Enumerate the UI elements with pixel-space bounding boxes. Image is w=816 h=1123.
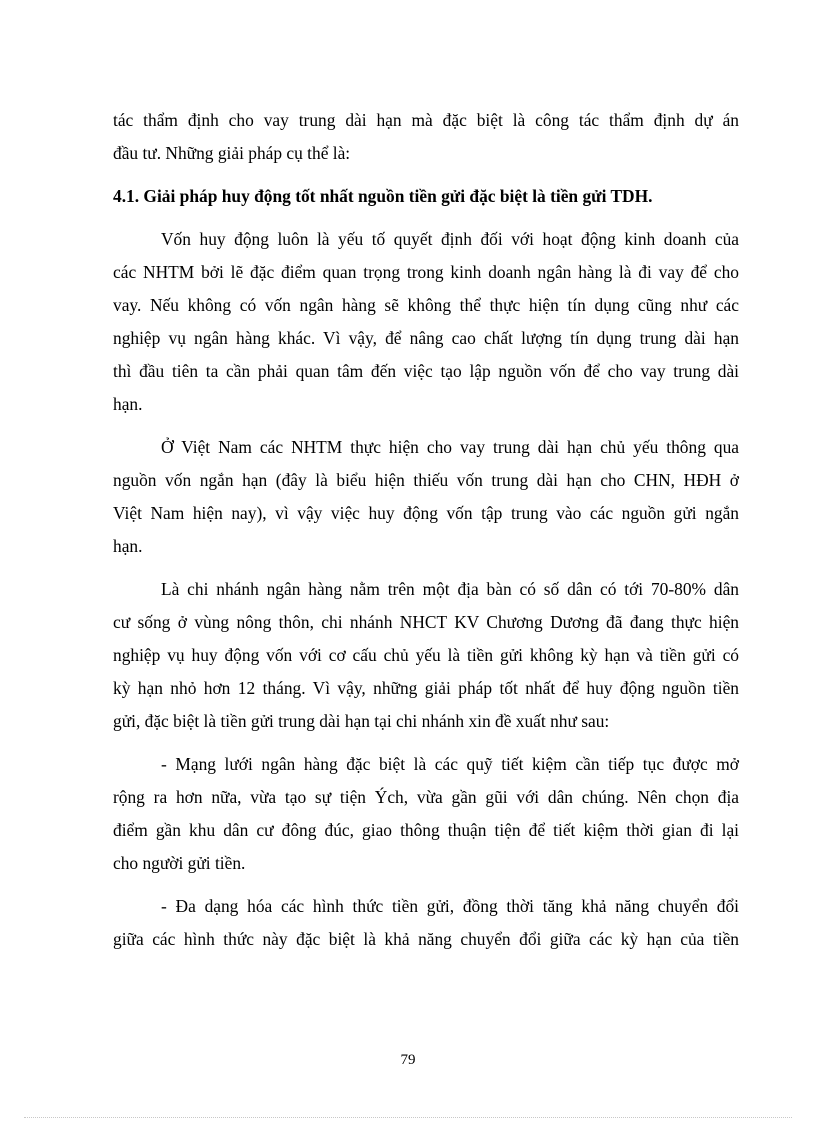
paragraph-3-line-2: cư sống ở vùng nông thôn, chi nhánh NHCT KV Chương Dương đã đang thực hiện: [113, 612, 739, 632]
paragraph-1-line-5: thì đầu tiên ta cần phải quan tâm đến việc tạo lập nguồn vốn để cho vay trung dài: [113, 361, 739, 381]
paragraph-3-line-5: gửi, đặc biệt là tiền gửi trung dài hạn tại chi nhánh xin đề xuất như sau:: [113, 711, 610, 731]
bullet-2-line-1: - Đa dạng hóa các hình thức tiền gửi, đồng thời tăng khả năng chuyển đổi: [161, 896, 739, 916]
bullet-1-line-1: - Mạng lưới ngân hàng đặc biệt là các quỹ tiết kiệm cần tiếp tục được mở: [161, 754, 739, 774]
paragraph-spacer: [113, 738, 739, 748]
paragraph-2-line-3: Việt Nam hiện nay), vì vậy việc huy động vốn tập trung vào các nguồn gửi ngắn: [113, 503, 739, 523]
paragraph-3-line-3: nghiệp vụ huy động vốn với cơ cấu chủ yếu là tiền gửi không kỳ hạn và tiền gửi có: [113, 645, 739, 665]
section-heading: 4.1. Giải pháp huy động tốt nhất nguồn tiền gửi đặc biệt là tiền gửi TDH.: [113, 186, 653, 206]
paragraph-spacer: [113, 421, 739, 431]
paragraph-2-line-2: nguồn vốn ngắn hạn (đây là biểu hiện thiếu vốn trung dài hạn cho CHN, HĐH ở: [113, 470, 739, 490]
paragraph-spacer: [113, 170, 739, 180]
paragraph-3-line-1: Là chi nhánh ngân hàng nằm trên một địa bàn có số dân có tới 70-80% dân: [161, 579, 739, 599]
paragraph-1-line-2: các NHTM bởi lẽ đặc điểm quan trọng trong kinh doanh ngân hàng là đi vay để cho: [113, 262, 739, 282]
intro-line-2: đầu tư. Những giải pháp cụ thể là:: [113, 143, 351, 163]
paragraph-1-line-3: vay. Nếu không có vốn ngân hàng sẽ không thể thực hiện tín dụng cũng như các: [113, 295, 739, 315]
paragraph-2-line-1: Ở Việt Nam các NHTM thực hiện cho vay trung dài hạn chủ yếu thông qua: [161, 437, 739, 457]
bullet-1-line-3: điểm gần khu dân cư đông đúc, giao thông thuận tiện để tiết kiệm thời gian đi lại: [113, 820, 739, 840]
page-number: 79: [400, 1052, 416, 1068]
paragraph-3-line-4: kỳ hạn nhỏ hơn 12 tháng. Vì vậy, những giải pháp tốt nhất để huy động nguồn tiền: [113, 678, 739, 698]
bullet-1-line-2: rộng ra hơn nữa, vừa tạo sự tiện Ých, vừa gần gũi với dân chúng. Nên chọn địa: [113, 787, 739, 807]
paragraph-1-line-4: nghiệp vụ ngân hàng khác. Vì vậy, để nâng cao chất lượng tín dụng trung dài hạn: [113, 328, 739, 348]
paragraph-1-line-1: Vốn huy động luôn là yếu tố quyết định đối với hoạt động kinh doanh của: [161, 229, 739, 249]
paragraph-spacer: [113, 213, 739, 223]
bullet-1-line-4: cho người gửi tiền.: [113, 853, 246, 873]
paragraph-spacer: [113, 880, 739, 890]
bullet-2-line-2: giữa các hình thức này đặc biệt là khả năng chuyển đổi giữa các kỳ hạn của tiền: [113, 929, 739, 949]
page-bottom-border: [24, 1117, 792, 1118]
paragraph-1-line-6: hạn.: [113, 394, 143, 414]
intro-line-1: tác thẩm định cho vay trung dài hạn mà đặc biệt là công tác thẩm định dự án: [113, 110, 739, 130]
page-body: [113, 104, 739, 956]
paragraph-2-line-4: hạn.: [113, 536, 143, 556]
paragraph-spacer: [113, 563, 739, 573]
